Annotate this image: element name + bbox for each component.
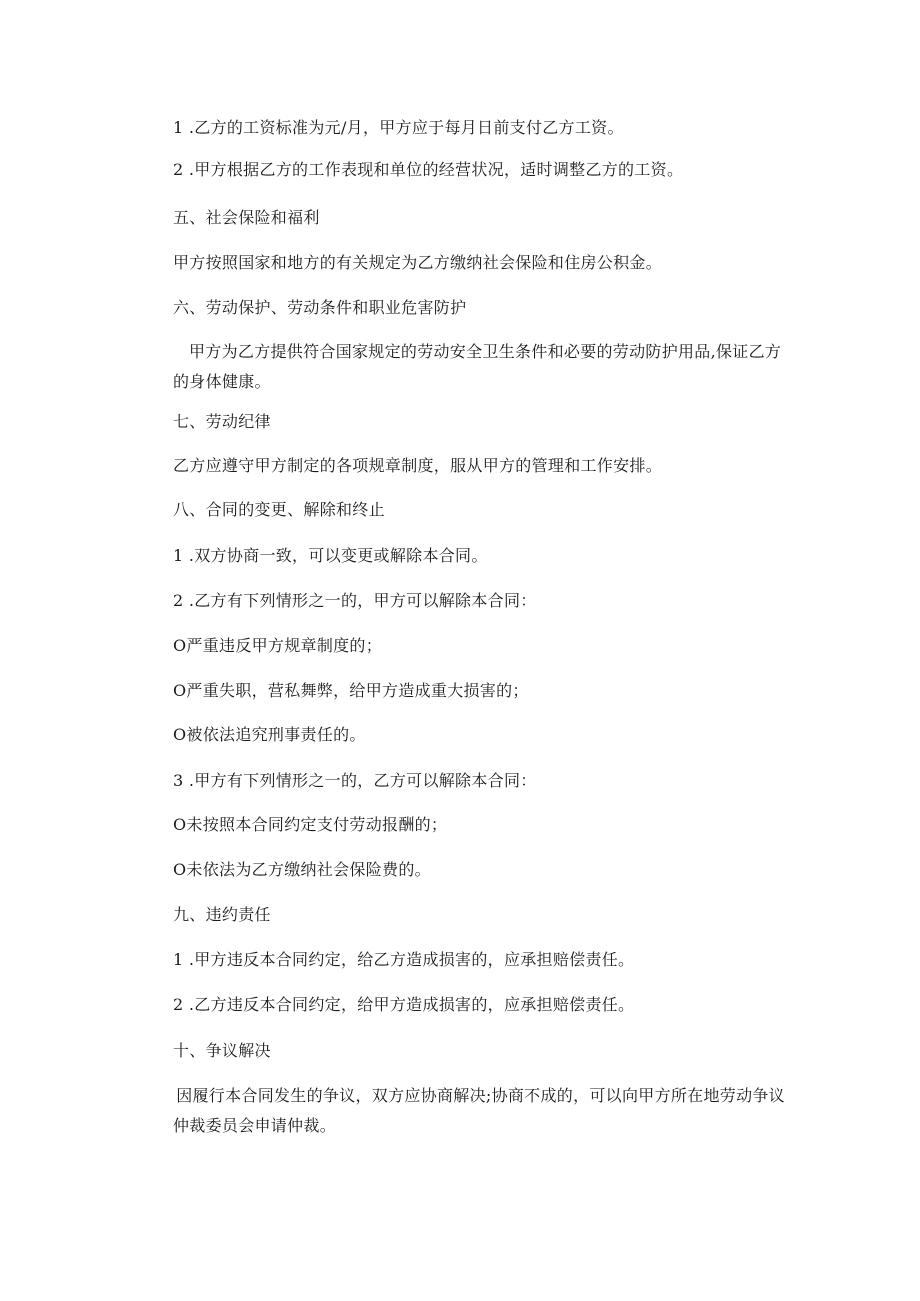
list-item: O未依法为乙方缴纳社会保险费的。	[173, 860, 431, 879]
list-item: O被依法追究刑事责任的。	[173, 725, 366, 744]
list-item: O严重失职，营私舞弊，给甲方造成重大损害的；	[173, 681, 529, 700]
wage-standard-clause: 1 .乙方的工资标准为元/月，甲方应于每月日前支付乙方工资。	[173, 118, 624, 137]
list-item: O严重违反甲方规章制度的；	[173, 636, 383, 655]
employer-termination-clause: 2 .乙方有下列情形之一的，甲方可以解除本合同：	[173, 591, 537, 610]
section-heading-dispute-resolution: 十、争议解决	[173, 1041, 271, 1060]
social-insurance-clause: 甲方按照国家和地方的有关规定为乙方缴纳社会保险和住房公积金。	[173, 253, 663, 272]
mutual-termination-clause: 1 .双方协商一致，可以变更或解除本合同。	[173, 546, 488, 565]
section-heading-labor-discipline: 七、劳动纪律	[173, 412, 271, 431]
section-heading-labor-protection: 六、劳动保护、劳动条件和职业危害防护	[173, 298, 467, 317]
dispute-resolution-clause: 因履行本合同发生的争议，双方应协商解决;协商不成的，可以向甲方所在地劳动争议仲裁委员会申请仲裁。	[173, 1086, 785, 1135]
section-heading-contract-change: 八、合同的变更、解除和终止	[173, 500, 385, 519]
wage-adjustment-clause: 2 .甲方根据乙方的工作表现和单位的经营状况，适时调整乙方的工资。	[173, 160, 684, 179]
list-item: O未按照本合同约定支付劳动报酬的；	[173, 815, 448, 834]
labor-discipline-clause: 乙方应遵守甲方制定的各项规章制度，服从甲方的管理和工作安排。	[173, 456, 663, 475]
section-heading-social-insurance: 五、社会保险和福利	[173, 208, 320, 227]
labor-protection-clause: 甲方为乙方提供符合国家规定的劳动安全卫生条件和必要的劳动防护用品,保证乙方的身体健康。	[173, 342, 782, 391]
employer-breach-clause: 1 .甲方违反本合同约定，给乙方造成损害的，应承担赔偿责任。	[173, 950, 635, 969]
employee-termination-clause: 3 .甲方有下列情形之一的，乙方可以解除本合同：	[173, 771, 537, 790]
employee-breach-clause: 2 .乙方违反本合同约定，给甲方造成损害的，应承担赔偿责任。	[173, 995, 635, 1014]
section-heading-breach-liability: 九、违约责任	[173, 905, 271, 924]
